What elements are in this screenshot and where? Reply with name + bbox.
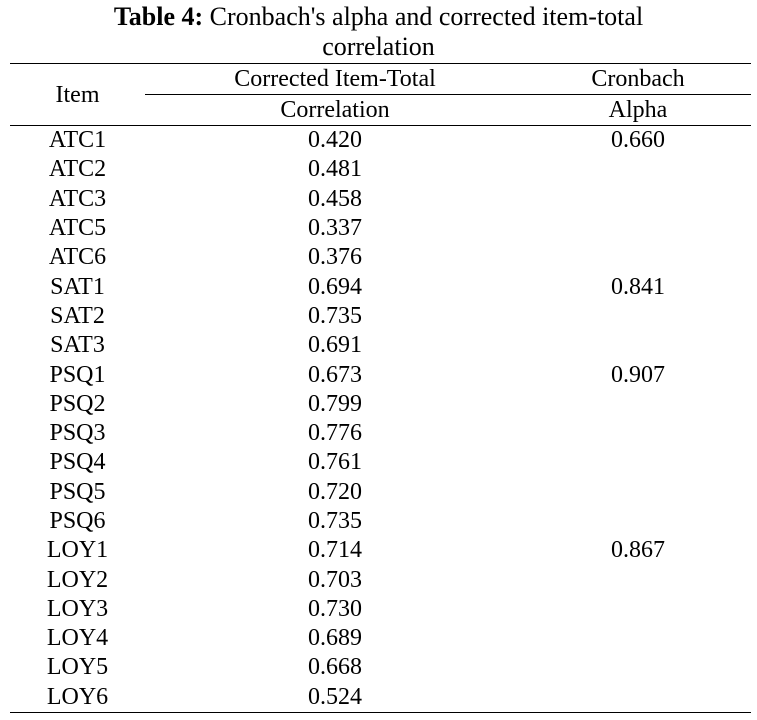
table-caption-label: Table 4: (113, 2, 204, 31)
header-row (10, 64, 751, 95)
alpha-cell: 0.841 (611, 273, 665, 300)
table-body (10, 126, 751, 713)
item-cell: LOY1 (46, 537, 109, 564)
item-cell: SAT3 (50, 332, 105, 359)
alpha-cell (525, 155, 751, 184)
item-cell: ATC2 (48, 156, 107, 183)
item-cell: LOY5 (46, 654, 109, 681)
table-row (10, 272, 751, 301)
alpha-cell (525, 478, 751, 507)
alpha-cell: 0.867 (611, 537, 665, 564)
table-row (10, 507, 751, 536)
alpha-cell (525, 624, 751, 653)
item-cell: PSQ3 (49, 420, 106, 447)
item-cell: SAT2 (50, 302, 105, 329)
item-cell: ATC5 (48, 215, 107, 242)
table-row (10, 683, 751, 713)
alpha-cell (525, 595, 751, 624)
alpha-cell (525, 419, 751, 448)
alpha-cell (525, 565, 751, 594)
item-cell: ATC3 (48, 185, 107, 212)
alpha-cell (525, 185, 751, 214)
correlation-cell: 0.481 (308, 156, 362, 183)
table-row (10, 624, 751, 653)
table-row (10, 214, 751, 243)
item-cell: ATC1 (48, 127, 107, 154)
item-cell: ATC6 (48, 244, 107, 271)
item-cell: LOY2 (46, 566, 109, 593)
correlation-cell: 0.673 (308, 361, 362, 388)
item-cell: LOY4 (46, 625, 109, 652)
alpha-cell: 0.907 (611, 361, 665, 388)
table-row (10, 302, 751, 331)
correlation-cell: 0.776 (308, 420, 362, 447)
item-cell: LOY3 (46, 595, 109, 622)
item-cell: SAT1 (50, 273, 105, 300)
correlation-cell: 0.458 (308, 185, 362, 212)
item-cell: PSQ1 (49, 361, 106, 388)
table-caption (0, 2, 757, 62)
table-header (10, 64, 751, 126)
correlation-cell: 0.691 (308, 332, 362, 359)
alpha-cell (525, 653, 751, 682)
alpha-cell (525, 390, 751, 419)
table-caption-text-line2: correlation (322, 32, 435, 61)
correlation-cell: 0.376 (308, 244, 362, 271)
table-row (10, 595, 751, 624)
table-row (10, 536, 751, 565)
correlation-cell: 0.668 (308, 654, 362, 681)
header-correlation: Correlation (145, 95, 525, 126)
item-cell: PSQ6 (49, 508, 106, 534)
correlation-cell: 0.730 (308, 595, 362, 622)
correlation-cell: 0.524 (308, 683, 362, 710)
alpha-cell (525, 243, 751, 272)
item-cell: PSQ2 (49, 390, 106, 417)
alpha-cell (525, 448, 751, 477)
alpha-cell: 0.660 (611, 127, 665, 154)
table-row (10, 243, 751, 272)
table-row (10, 155, 751, 184)
correlation-cell: 0.735 (308, 302, 362, 329)
header-corrected-item-total: Corrected Item-Total (145, 64, 525, 95)
table-row (10, 360, 751, 389)
correlation-cell: 0.703 (308, 566, 362, 593)
table-row (10, 419, 751, 448)
alpha-cell (525, 507, 751, 536)
table-row (10, 126, 751, 156)
alpha-cell (525, 683, 751, 713)
alpha-cell (525, 214, 751, 243)
table-row (10, 565, 751, 594)
item-cell: LOY6 (46, 683, 109, 710)
table-row (10, 478, 751, 507)
header-alpha: Alpha (525, 95, 751, 126)
correlation-cell: 0.337 (308, 215, 362, 242)
table-caption-text-line1: Cronbach's alpha and corrected item-total (209, 2, 644, 31)
correlation-cell: 0.735 (308, 508, 362, 534)
table-row (10, 653, 751, 682)
alpha-cell (525, 331, 751, 360)
header-item: Item (10, 64, 145, 126)
header-cronbach: Cronbach (525, 64, 751, 95)
table-row (10, 448, 751, 477)
item-cell: PSQ5 (49, 478, 106, 505)
correlation-cell: 0.720 (308, 478, 362, 505)
table-row (10, 185, 751, 214)
item-cell: PSQ4 (49, 449, 106, 476)
correlation-cell: 0.799 (308, 390, 362, 417)
reliability-table (10, 63, 751, 713)
table-row (10, 331, 751, 360)
correlation-cell: 0.714 (308, 537, 362, 564)
correlation-cell: 0.761 (308, 449, 362, 476)
correlation-cell: 0.420 (308, 127, 362, 154)
alpha-cell (525, 302, 751, 331)
correlation-cell: 0.694 (308, 273, 362, 300)
correlation-cell: 0.689 (308, 625, 362, 652)
table-row (10, 390, 751, 419)
